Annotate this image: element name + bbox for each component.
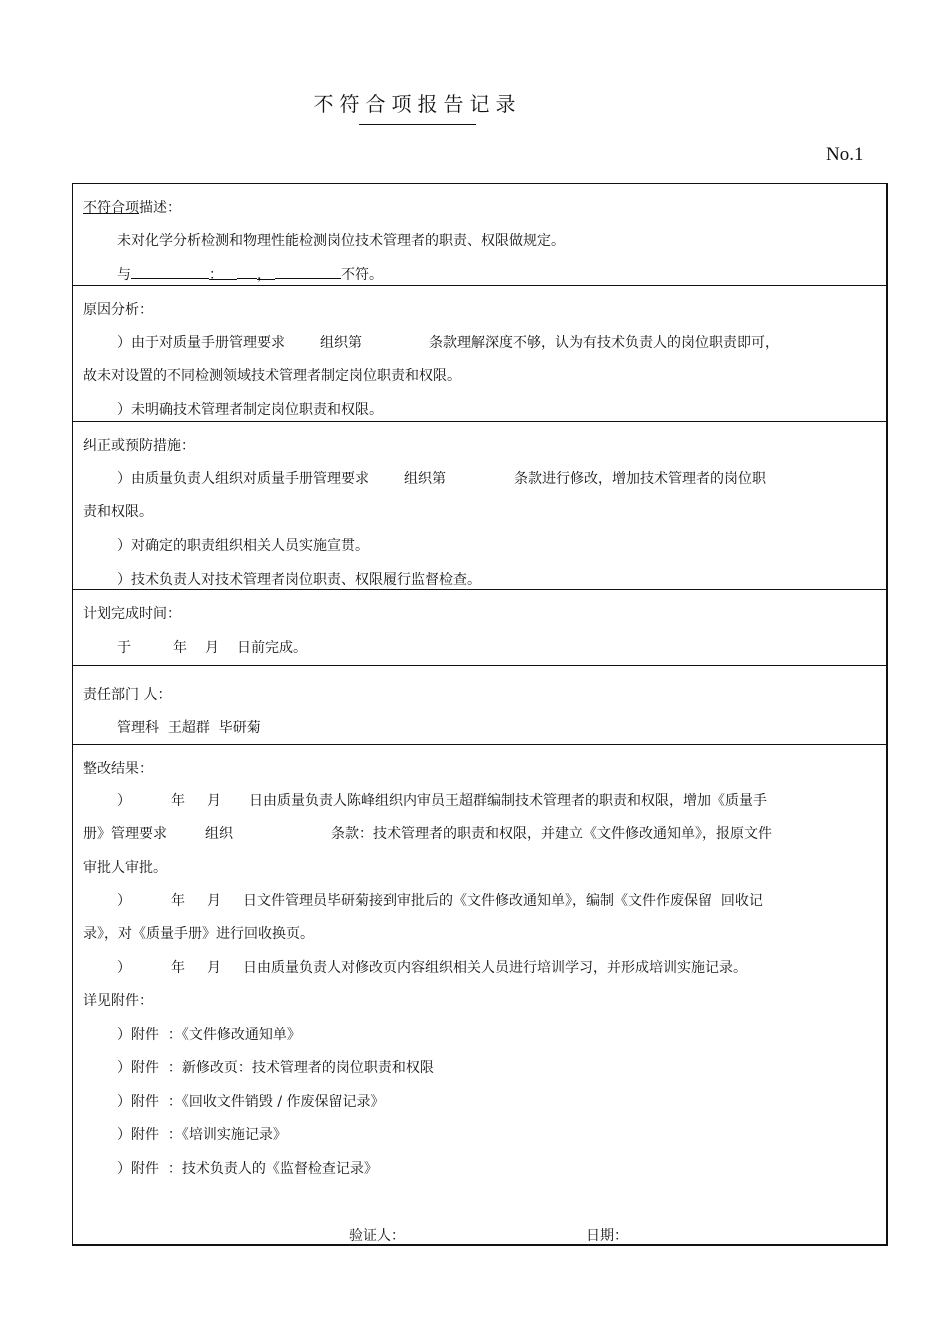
corrective-item-1 <box>117 469 878 489</box>
attachment-item-1: ）附件 ：《文件修改通知单》 <box>117 1027 301 1043</box>
nonconformity-label-rest: 描述： <box>139 200 181 216</box>
document-number: No.1 <box>826 144 864 165</box>
result-item-2-text: 日文件管理员毕研菊接到审批后的《文件修改通知单》，编制《文件作废保留 回收记 <box>243 893 763 909</box>
result-item-2-month: 月 <box>207 893 221 909</box>
section-result <box>73 744 886 1246</box>
date-label: 日期： <box>586 1228 628 1244</box>
result-item-3 <box>117 958 878 978</box>
corrective-label: 纠正或预防措施： <box>83 438 195 454</box>
result-item-1-requirement: 册》管理要求 <box>83 826 167 842</box>
plan-day: 日前完成。 <box>237 640 307 656</box>
corrective-item-2: ）对确定的职责组织相关人员实施宣贯。 <box>117 538 369 554</box>
plan-label: 计划完成时间： <box>83 606 181 622</box>
section-corrective <box>73 421 886 590</box>
result-item-2-line-2: 录》，对《质量手册》进行回收换页。 <box>83 926 314 942</box>
result-label: 整改结果： <box>83 761 153 777</box>
corrective-item-1-clause: 条款进行修改，增加技术管理者的岗位职 <box>514 471 766 487</box>
page-title: 不符合项报告记录 <box>313 92 522 116</box>
plan-year: 年 <box>173 640 187 656</box>
title-underline <box>359 124 476 125</box>
cause-item-1 <box>117 333 878 353</box>
result-item-2-index: ） <box>117 893 131 909</box>
reference-blank-2 <box>237 264 257 279</box>
cause-label: 原因分析： <box>83 302 153 318</box>
report-form <box>72 183 888 1246</box>
result-item-1 <box>117 791 878 811</box>
reference-blank-3 <box>275 264 341 279</box>
result-item-3-year: 年 <box>171 960 185 976</box>
nonconformity-label-underlined: 不符合项 <box>83 200 139 216</box>
result-item-1-clause: 条款：技术管理者的职责和权限，并建立《文件修改通知单》，报原文件 <box>331 826 772 842</box>
result-item-1-year: 年 <box>171 793 185 809</box>
result-item-1-text: 日由质量负责人陈峰组织内审员王超群编制技术管理者的职责和权限，增加《质量手 <box>249 793 767 809</box>
attachments-label: 详见附件： <box>83 993 153 1009</box>
attachment-item-2: ）附件 ：新修改页：技术管理者的岗位职责和权限 <box>117 1060 434 1076</box>
section-cause <box>73 285 886 422</box>
cause-item-1-text: ）由于对质量手册管理要求 <box>117 335 285 351</box>
corrective-item-1-continued: 责和权限。 <box>83 504 153 520</box>
reference-colon: ： <box>209 265 237 280</box>
section-plan <box>73 589 886 666</box>
plan-month: 月 <box>205 640 219 656</box>
cause-item-1-clause: 条款理解深度不够，认为有技术负责人的岗位职责即可， <box>429 335 779 351</box>
cause-item-1-continued: 故未对设置的不同检测领域技术管理者制定岗位职责和权限。 <box>83 368 461 384</box>
attachment-item-5: ）附件 ：技术负责人的《监督检查记录》 <box>117 1161 378 1177</box>
result-item-2-year: 年 <box>171 893 185 909</box>
nonconformity-reference <box>117 264 878 285</box>
result-item-2 <box>117 891 878 911</box>
plan-prefix: 于 <box>117 640 131 656</box>
cause-item-1-org: 组织第 <box>320 335 362 351</box>
responsible-value: 管理科 王超群 毕研菊 <box>117 720 261 736</box>
result-item-1-line-3: 审批人审批。 <box>83 860 167 876</box>
plan-date <box>117 638 878 658</box>
result-item-1-line-2 <box>83 824 878 844</box>
corrective-item-3: ）技术负责人对技术管理者岗位职责、权限履行监督检查。 <box>117 572 481 588</box>
result-item-3-text: 日由质量负责人对修改页内容组织相关人员进行培训学习，并形成培训实施记录。 <box>243 960 747 976</box>
reference-prefix: 与 <box>117 267 131 283</box>
attachment-item-3: ）附件 ：《回收文件销毁 / 作废保留记录》 <box>117 1094 385 1110</box>
section-nonconformity <box>73 184 886 285</box>
nonconformity-label <box>83 198 878 218</box>
reference-blank-1 <box>131 264 209 279</box>
attachment-item-4: ）附件 ：《培训实施记录》 <box>117 1127 287 1143</box>
nonconformity-description: 未对化学分析检测和物理性能检测岗位技术管理者的职责、权限做规定。 <box>117 233 565 249</box>
result-item-3-index: ） <box>117 960 131 976</box>
reference-comma: ， <box>257 265 275 280</box>
result-item-3-month: 月 <box>207 960 221 976</box>
cause-item-2: ）未明确技术管理者制定岗位职责和权限。 <box>117 402 383 418</box>
result-item-1-month: 月 <box>207 793 221 809</box>
reference-suffix: 不符。 <box>341 267 383 283</box>
corrective-item-1-org: 组织第 <box>404 471 446 487</box>
result-item-1-index: ） <box>117 793 131 809</box>
result-item-1-org: 组织 <box>205 826 233 842</box>
section-responsible <box>73 665 886 745</box>
responsible-label: 责任部门 人： <box>83 687 172 703</box>
verifier-label: 验证人： <box>349 1228 405 1244</box>
corrective-item-1-text: ）由质量负责人组织对质量手册管理要求 <box>117 471 369 487</box>
